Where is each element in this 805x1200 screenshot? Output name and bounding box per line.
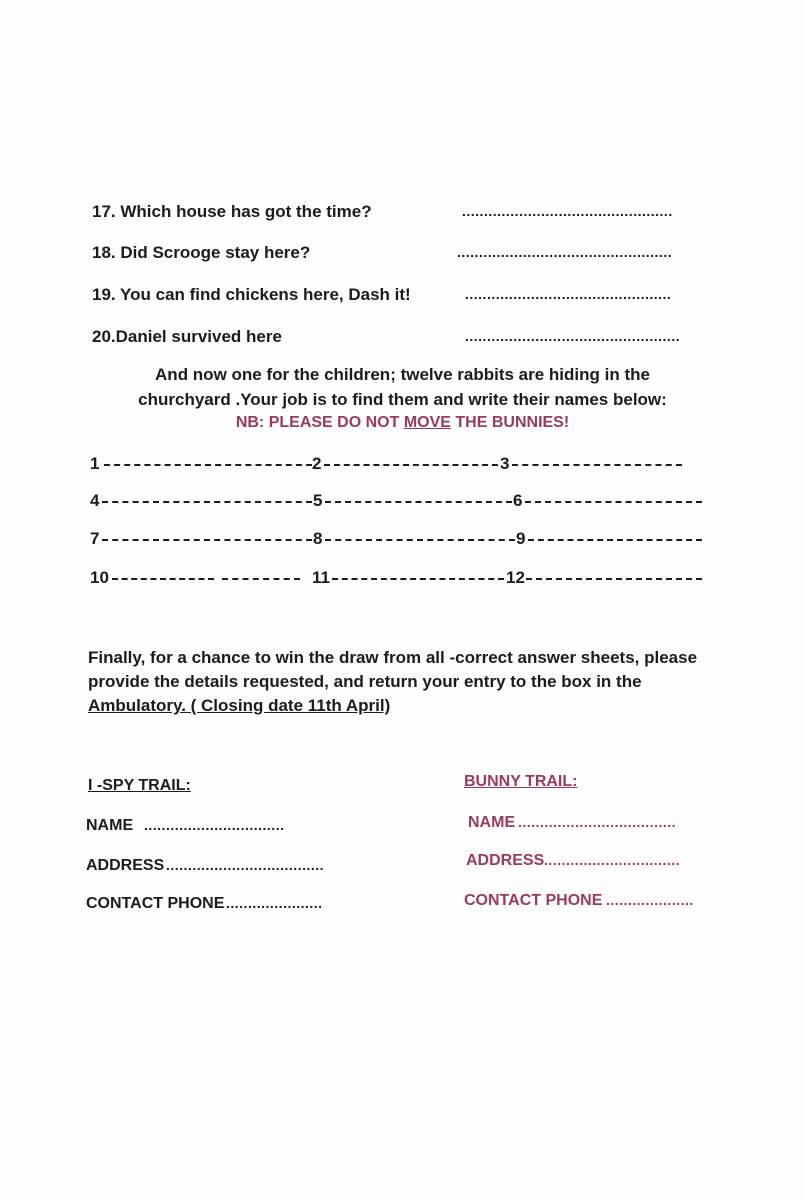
ispy-name-label: NAME bbox=[86, 817, 134, 834]
bunny-line-7[interactable] bbox=[102, 539, 312, 541]
bunny-number: 11 bbox=[312, 568, 330, 587]
bunny-line-10[interactable] bbox=[112, 578, 214, 580]
bunny-number: 7 bbox=[90, 529, 100, 548]
question-20: 20.Daniel survived here bbox=[92, 327, 282, 346]
bunny-trail-heading: BUNNY TRAIL: bbox=[464, 773, 578, 790]
nb-warning bbox=[0, 411, 805, 435]
ispy-phone-field[interactable]: ...................... bbox=[226, 895, 323, 911]
bunny-number: 5 bbox=[313, 491, 323, 510]
bunny-number: 3 bbox=[500, 454, 510, 473]
bunny-number: 1 bbox=[90, 454, 100, 473]
ispy-address-field[interactable]: .................................... bbox=[166, 857, 325, 873]
nb-warning-start: NB: PLEASE DO NOT bbox=[235, 414, 404, 431]
bunny-number: 4 bbox=[90, 491, 100, 510]
bunny-address-field[interactable]: ............................... bbox=[544, 852, 681, 868]
finally-line-2: provide the details requested, and return your entry to the box in the bbox=[88, 672, 642, 691]
bunny-phone-label: CONTACT PHONE bbox=[464, 892, 603, 909]
bunny-phone-field[interactable]: .................... bbox=[606, 892, 694, 908]
bunny-line-2[interactable] bbox=[324, 464, 498, 466]
answer-line-17[interactable]: ................................................ bbox=[462, 203, 673, 219]
bunny-line-11[interactable] bbox=[332, 578, 504, 580]
bunny-number: 9 bbox=[516, 529, 526, 548]
bunny-line-10b[interactable] bbox=[222, 578, 300, 580]
bunny-line-8[interactable] bbox=[325, 539, 515, 541]
bunny-number: 12 bbox=[506, 568, 525, 587]
nb-warning-end: THE BUNNIES! bbox=[450, 414, 570, 431]
children-intro-line-2: churchyard .Your job is to find them and write their names below: bbox=[138, 390, 667, 409]
answer-line-20[interactable]: ................................................. bbox=[465, 328, 681, 344]
bunny-number: 10 bbox=[90, 568, 109, 587]
nb-warning-move: MOVE bbox=[403, 414, 451, 431]
question-17: 17. Which house has got the time? bbox=[92, 202, 372, 221]
answer-line-19[interactable]: ............................................... bbox=[465, 286, 672, 302]
bunny-line-9[interactable] bbox=[528, 539, 702, 541]
ispy-name-field[interactable]: ................................ bbox=[144, 817, 285, 833]
bunny-row-4 bbox=[90, 567, 730, 589]
bunny-line-5[interactable] bbox=[325, 501, 512, 503]
bunny-line-3[interactable] bbox=[512, 464, 682, 466]
bunny-number: 8 bbox=[313, 529, 323, 548]
question-19: 19. You can find chickens here, Dash it! bbox=[92, 285, 411, 304]
question-18: 18. Did Scrooge stay here? bbox=[92, 243, 311, 262]
bunny-number: 6 bbox=[513, 491, 523, 510]
ispy-phone-label: CONTACT PHONE bbox=[86, 895, 225, 912]
bunny-line-1[interactable] bbox=[104, 464, 312, 466]
bunny-number: 2 bbox=[312, 454, 322, 473]
bunny-row-3 bbox=[90, 528, 730, 550]
bunny-name-label: NAME bbox=[468, 814, 516, 831]
bunny-line-6[interactable] bbox=[525, 501, 702, 503]
answer-line-18[interactable]: ................................................. bbox=[457, 244, 673, 260]
finally-line-3: Ambulatory. ( Closing date 11th April) bbox=[88, 696, 391, 715]
bunny-row-2 bbox=[90, 490, 730, 512]
bunny-row-1 bbox=[90, 453, 730, 475]
children-intro-line-1: And now one for the children; twelve rabbits are hiding in the bbox=[155, 365, 650, 384]
bunny-line-12[interactable] bbox=[526, 578, 702, 580]
bunny-name-field[interactable]: .................................... bbox=[518, 814, 677, 830]
ispy-address-label: ADDRESS bbox=[86, 857, 165, 874]
bunny-line-4[interactable] bbox=[102, 501, 312, 503]
finally-line-1: Finally, for a chance to win the draw from all -correct answer sheets, please bbox=[88, 648, 698, 667]
ispy-trail-heading: I -SPY TRAIL: bbox=[88, 777, 191, 794]
bunny-address-label: ADDRESS bbox=[466, 852, 545, 869]
